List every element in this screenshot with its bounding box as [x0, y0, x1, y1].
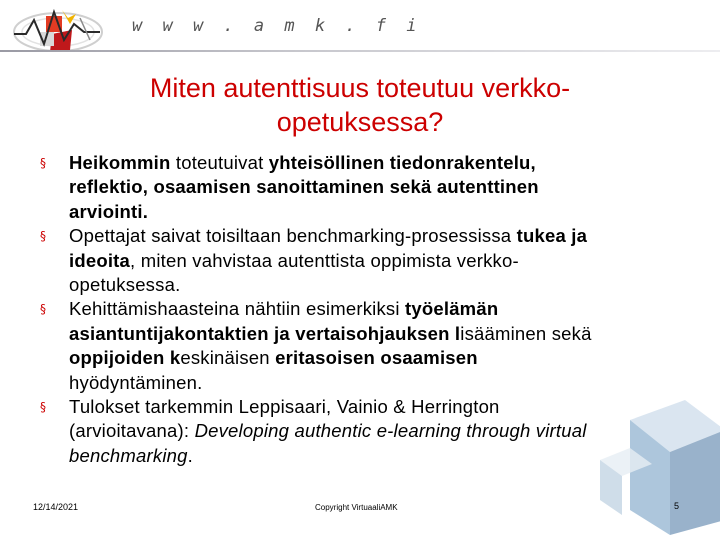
bullet-item	[40, 395, 680, 468]
bullet-text: toteutuivat	[170, 152, 269, 173]
bullet-text: asiantuntijakontaktien ja vertaisohjauksen l	[69, 322, 461, 344]
bullet-text: eritasoisen osaamisen	[275, 347, 478, 369]
bullet-text: Tulokset tarkemmin Leppisaari, Vainio & Herrington	[69, 396, 500, 418]
bullet-text: reflektio, osaamisen sanoittaminen sekä autenttinen	[69, 176, 539, 198]
footer-date: 12/14/2021	[33, 502, 79, 512]
bullet-text: yhteisöllinen tiedonrakentelu,	[268, 152, 536, 173]
bullet-text: isääminen sekä	[460, 322, 592, 344]
bullet-text: (arvioitavana):	[69, 420, 195, 442]
website-url: w w w . a m k . f i	[132, 16, 422, 36]
bullet-item	[40, 151, 680, 224]
slide-header	[0, 0, 720, 60]
slide-title	[40, 71, 680, 139]
page-number: 5	[674, 501, 680, 511]
bullet-text: Opettajat saivat toisiltaan benchmarking-prosessissa	[69, 225, 517, 247]
footer-copyright: Copyright VirtuaaliAMK	[315, 503, 398, 512]
bullet-text: Developing authentic e-learning through virtual	[194, 420, 587, 442]
bullet-text: Kehittämishaasteina nähtiin esimerkiksi	[69, 298, 406, 320]
bullet-text: , miten vahvistaa autenttista oppimista verkko-	[130, 249, 519, 271]
bullet-text: benchmarking	[69, 444, 188, 466]
bullet-item	[40, 297, 680, 395]
bullet-item	[40, 224, 680, 297]
bullet-text: eskinäisen	[180, 347, 276, 369]
bullet-text: Heikommin	[69, 152, 171, 173]
bullet-text: .	[187, 444, 193, 466]
bullet-text: oppijoiden k	[69, 347, 181, 369]
bullet-marker-icon: §	[40, 400, 47, 415]
bullet-marker-icon: §	[40, 229, 47, 244]
bullet-list	[40, 151, 680, 468]
bullet-text: arviointi.	[69, 200, 149, 222]
bullet-text: ideoita	[69, 249, 131, 271]
slide-title-line: opetuksessa?	[276, 107, 444, 137]
bullet-text: opetuksessa.	[69, 274, 181, 296]
amk-logo-icon	[10, 4, 122, 56]
slide-title-line: Miten autenttisuus toteutuu verkko-	[149, 73, 571, 103]
bullet-marker-icon: §	[40, 156, 47, 170]
bullet-marker-icon: §	[40, 302, 47, 317]
bullet-text: tukea ja	[516, 225, 588, 247]
bullet-text: hyödyntäminen.	[69, 371, 203, 393]
bullet-text: työelämän	[405, 298, 499, 320]
header-divider	[0, 50, 720, 52]
